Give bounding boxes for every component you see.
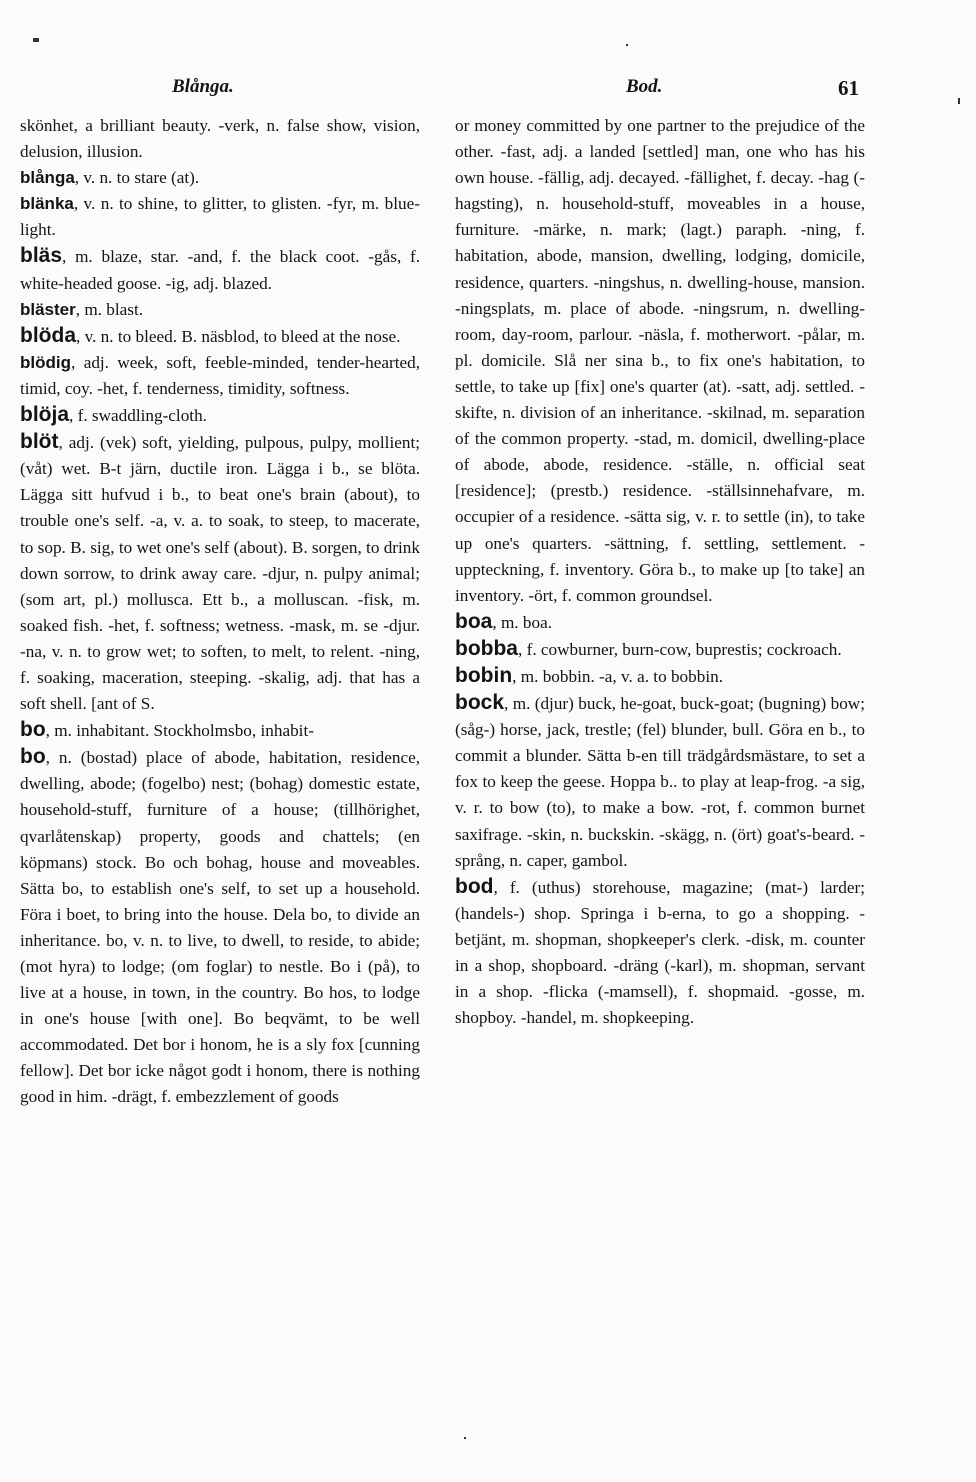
dictionary-entry: bobin, m. bobbin. -a, v. a. to bobbin. bbox=[455, 663, 723, 687]
headword: bläster bbox=[20, 299, 76, 319]
headword: blödig bbox=[20, 352, 71, 372]
dictionary-entry: bo, n. (bostad) place of abode, habitation, residence, dwelling, abode; (fogelbo) nest; (bohag) domestic estate, household-stuff, furniture of a house; (tillhörighet, qvarlåtenskap) property, goods and chattels; (en köpmans) stock. Bo och bohag, house and moveables. Sätta bo, to establish one's self, to set up a household. Föra i boet, to bring into the house. Dela bo, to divide an inheritance. bo, v. n. to live, to dwell, to reside, to abide; (mot hyra) to lodge; (om foglar) to nestle. Bo i (på), to live at a house, in town, in the country. Bo hos, to lodge in one's house [with one]. Bo beqvämt, to be well accommodated. Det bor i honom, he is a sly fox [cunning fellow]. Det bor icke något godt i honom, there is nothing good in him. -drägt, f. embezzlement of goods bbox=[20, 745, 420, 1107]
headword: bobin bbox=[455, 663, 513, 687]
dictionary-entry: blöja, f. swaddling-cloth. bbox=[20, 403, 207, 427]
running-head-left: Blånga. bbox=[172, 76, 234, 97]
dictionary-entry: bläster, m. blast. bbox=[20, 299, 144, 319]
headword: boa bbox=[455, 609, 493, 633]
headword: blöda bbox=[20, 323, 76, 347]
headword: bo bbox=[20, 745, 46, 769]
headword: blöt bbox=[20, 430, 59, 454]
ink-speck bbox=[626, 44, 628, 46]
headword: bläs bbox=[20, 244, 63, 268]
dictionary-entry: blöt, adj. (vek) soft, yielding, pulpous, pulpy, mollient; (våt) wet. B-t järn, ductile iron. Lägga i b., se blöta. Lägga sitt hufvud i b., to beat one's brain (about), to trouble one's self. -a, v. a. to soak, to steep, to macerate, to sop. B. sig, to wet one's self (about). B. sorgen, to drink down sorrow, to drink away care. -djur, n. pulpy animal; (som art, pl.) mollusca. Ett b., a molluscan. -fisk, m. soaked fish. -het, f. softness; wetness. -mask, m. se -djur. -na, v. n. to grow wet; to soften, to melt, to relent. -ning, f. soaking, maceration, steeping. -skalig, adj. that has a soft shell. [ant of S. bbox=[20, 430, 420, 714]
dictionary-entry: bock, m. (djur) buck, he-goat, buck-goat; (bugning) bow; (såg-) horse, jack, trestle; (fel) blunder, bull. Göra en b., to commit a blunder. Sätta b-en till trädgårdsmästare, to set a fox to keep the geese. Hoppa b.. to play at leap-frog. -a sig, v. r. to bow (to), to make a bow. -rot, f. common burnet saxifrage. -skin, n. buckskin. -skägg, n. (ört) goat's-beard. -språng, n. caper, gambol. bbox=[455, 691, 865, 870]
right-column bbox=[455, 113, 865, 1031]
ink-speck bbox=[464, 1437, 466, 1439]
headword: bock bbox=[455, 691, 505, 715]
headword: bobba bbox=[455, 636, 518, 660]
headword: blänka bbox=[20, 194, 74, 214]
dictionary-entry: or money committed by one partner to the prejudice of the other. -fast, adj. a landed [settled] man, one who has his own house. -fällig, adj. decayed. -fällighet, f. decay. -hag (-hagsting), n. household-stuff, moveables in a house, furniture. -märke, n. mark; (lagt.) paraph. -ning, f. habitation, abode, mansion, dwelling, lodging, domicile, residence, quarters. -ningshus, n. dwelling-house, mansion. -ningsplats, m. place of abode. -ningsrum, n. dwelling-room, day-room, parlour. -näsla, f. motherwort. -pålar, m. pl. domicile. Slå ner sina b., to fix one's habitation, to settle, to take up [fix] one's quarter (at). -satt, adj. settled. -skifte, n. division of an inheritance. -skilnad, m. separation of the common property. -stad, m. domicil, dwelling-place of abode, abode, residence. -ställe, n. official seat [residence]; (prestb.) residence. -ställsinnehafvare, m. occupier of a residence. -sätta sig, v. r. to settle (in), to take up one's quarters. -sättning, f. settling, settlement. -uppteckning, f. inventory. Göra b., to make up [to take] an inventory. -ört, f. common groundsel. bbox=[455, 116, 865, 605]
dictionary-entry: bläs, m. blaze, star. -and, f. the black coot. -gås, f. white-headed goose. -ig, adj. blazed. bbox=[20, 244, 420, 293]
dictionary-entry: bobba, f. cowburner, burn-cow, buprestis; cockroach. bbox=[455, 636, 842, 660]
dictionary-entry: blånga, v. n. to stare (at). bbox=[20, 168, 200, 188]
dictionary-entry: skönhet, a brilliant beauty. -verk, n. false show, vision, delusion, illusion. bbox=[20, 116, 420, 162]
dictionary-entry: blänka, v. n. to shine, to glitter, to glisten. -fyr, m. blue-light. bbox=[20, 194, 420, 240]
dictionary-entry: boa, m. boa. bbox=[455, 609, 553, 633]
headword: bod bbox=[455, 874, 494, 898]
headword: bo bbox=[20, 718, 46, 742]
ink-speck bbox=[958, 98, 960, 104]
headword: blånga bbox=[20, 168, 75, 188]
dictionary-entry: bo, m. inhabitant. Stockholmsbo, inhabit- bbox=[20, 718, 314, 742]
dictionary-entry: bod, f. (uthus) storehouse, magazine; (mat-) larder; (handels-) shop. Springa i b-erna, to go a shopping. -betjänt, m. shopman, shopkeeper's clerk. -disk, m. counter in a shop, shopboard. -dräng (-karl), m. shopman, servant in a shop. -flicka (-mamsell), f. shopmaid. -gosse, m. shopboy. -handel, m. shopkeeping. bbox=[455, 874, 865, 1028]
page-number: 61 bbox=[838, 76, 859, 100]
dictionary-entry: blöda, v. n. to bleed. B. näsblod, to bleed at the nose. bbox=[20, 323, 401, 347]
ink-speck bbox=[33, 38, 39, 42]
headword: blöja bbox=[20, 403, 70, 427]
dictionary-entry: blödig, adj. week, soft, feeble-minded, tender-hearted, timid, coy. -het, f. tenderness, timidity, softness. bbox=[20, 352, 420, 398]
left-column bbox=[20, 113, 420, 1111]
running-head-right: Bod. bbox=[626, 76, 663, 97]
